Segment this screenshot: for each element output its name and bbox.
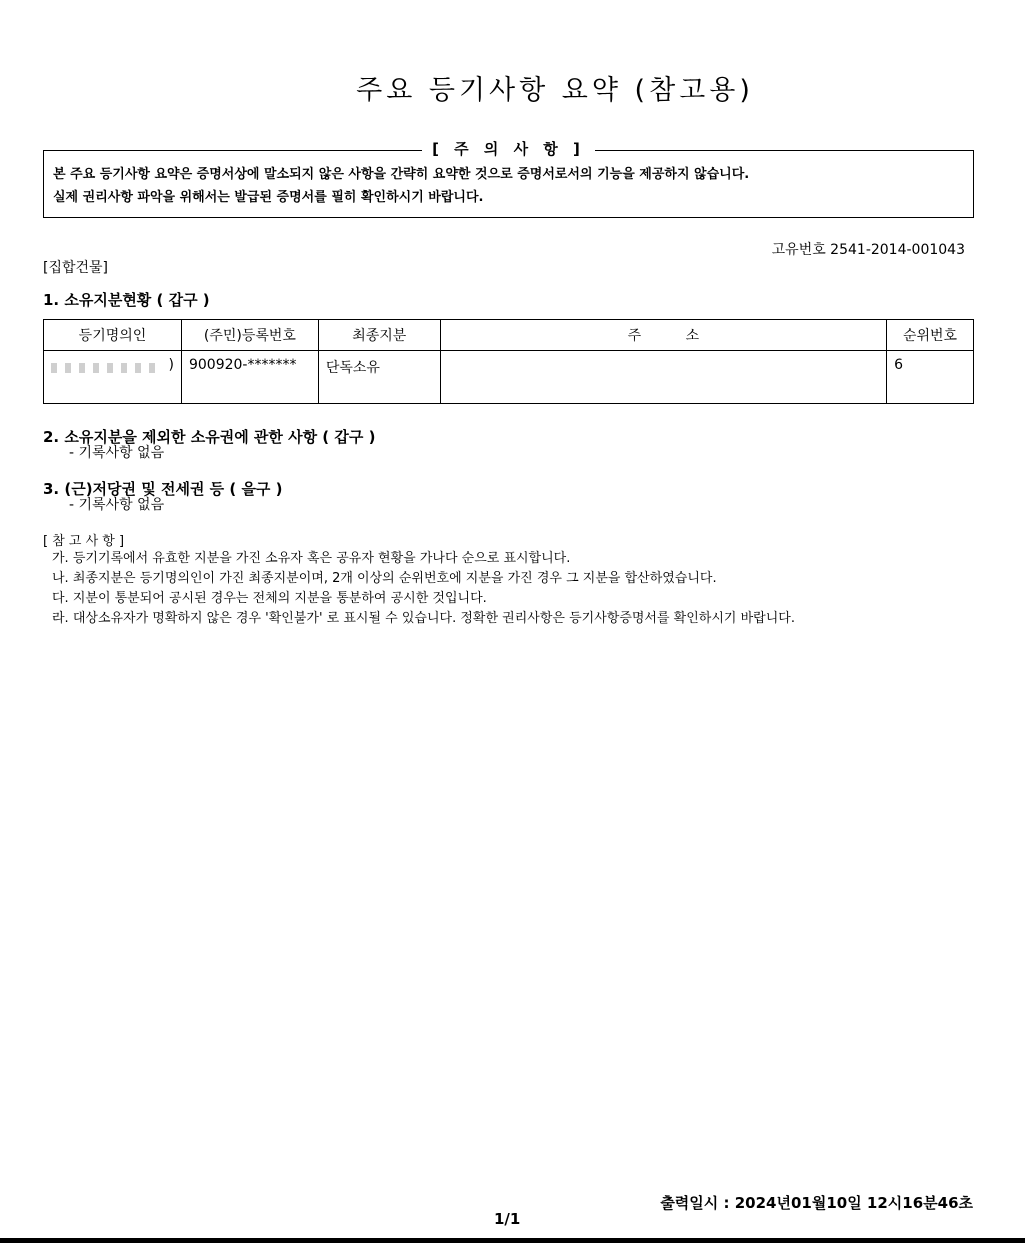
redacted-name xyxy=(51,363,161,373)
cell-reg-number: 900920-******* xyxy=(181,351,318,404)
unique-number: 고유번호 2541-2014-001043 xyxy=(771,242,965,258)
caution-line-1: 본 주요 등기사항 요약은 증명서상에 말소되지 않은 사항을 간략히 요약한 것으로 증명서로서의 기능을 제공하지 않습니다. xyxy=(53,167,750,182)
caution-line-2: 실제 권리사항 파악을 위해서는 발급된 증명서를 필히 확인하시기 바랍니다. xyxy=(53,190,484,205)
section2-title: 2. 소유지분을 제외한 소유권에 관한 사항 ( 갑구 ) xyxy=(43,428,376,446)
caution-heading-label: [ 주 의 사 항 ] xyxy=(422,140,595,158)
ownership-table xyxy=(43,319,974,404)
note-item: 라. 대상소유자가 명확하지 않은 경우 '확인불가' 로 표시될 수 있습니다. 정확한 권리사항은 등기사항증명서를 확인하시기 바랍니다. xyxy=(52,611,795,626)
header-final-share: 최종지분 xyxy=(318,320,440,351)
cell-owner-name xyxy=(44,351,182,404)
notes-heading: [ 참 고 사 항 ] xyxy=(43,534,125,549)
caution-text xyxy=(53,163,967,209)
cell-final-share: 단독소유 xyxy=(318,351,440,404)
section3-note: - 기록사항 없음 xyxy=(69,497,165,513)
print-timestamp: 출력일시 : 2024년01월10일 12시16분46초 xyxy=(660,1194,973,1212)
note-item: 나. 최종지분은 등기명의인이 가진 최종지분이며, 2개 이상의 순위번호에 지분을 가진 경우 그 지분을 합산하였습니다. xyxy=(52,571,717,586)
bottom-border xyxy=(0,1238,1025,1243)
building-type: [집합건물] xyxy=(43,260,109,276)
table-header-row xyxy=(44,320,974,351)
header-owner-name: 등기명의인 xyxy=(44,320,182,351)
cell-address xyxy=(440,351,886,404)
name-suffix: ) xyxy=(168,357,174,373)
document-title: 주요 등기사항 요약 (참고용) xyxy=(356,75,754,106)
section3-title: 3. (근)저당권 및 전세권 등 ( 을구 ) xyxy=(43,480,283,498)
note-item: 다. 지분이 통분되어 공시된 경우는 전체의 지분을 통분하여 공시한 것입니다. xyxy=(52,591,487,606)
table-row xyxy=(44,351,974,404)
note-item: 가. 등기기록에서 유효한 지분을 가진 소유자 혹은 공유자 현황을 가나다 순으로 표시합니다. xyxy=(52,551,571,566)
notes-list xyxy=(52,549,952,629)
section1-title: 1. 소유지분현황 ( 갑구 ) xyxy=(43,291,210,309)
header-rank-number: 순위번호 xyxy=(887,320,974,351)
page-number: 1/1 xyxy=(494,1210,521,1228)
cell-rank-number: 6 xyxy=(887,351,974,404)
header-address: 주 소 xyxy=(440,320,886,351)
caution-box xyxy=(43,140,974,218)
header-reg-number: (주민)등록번호 xyxy=(181,320,318,351)
section2-note: - 기록사항 없음 xyxy=(69,445,165,461)
caution-heading xyxy=(44,139,973,159)
